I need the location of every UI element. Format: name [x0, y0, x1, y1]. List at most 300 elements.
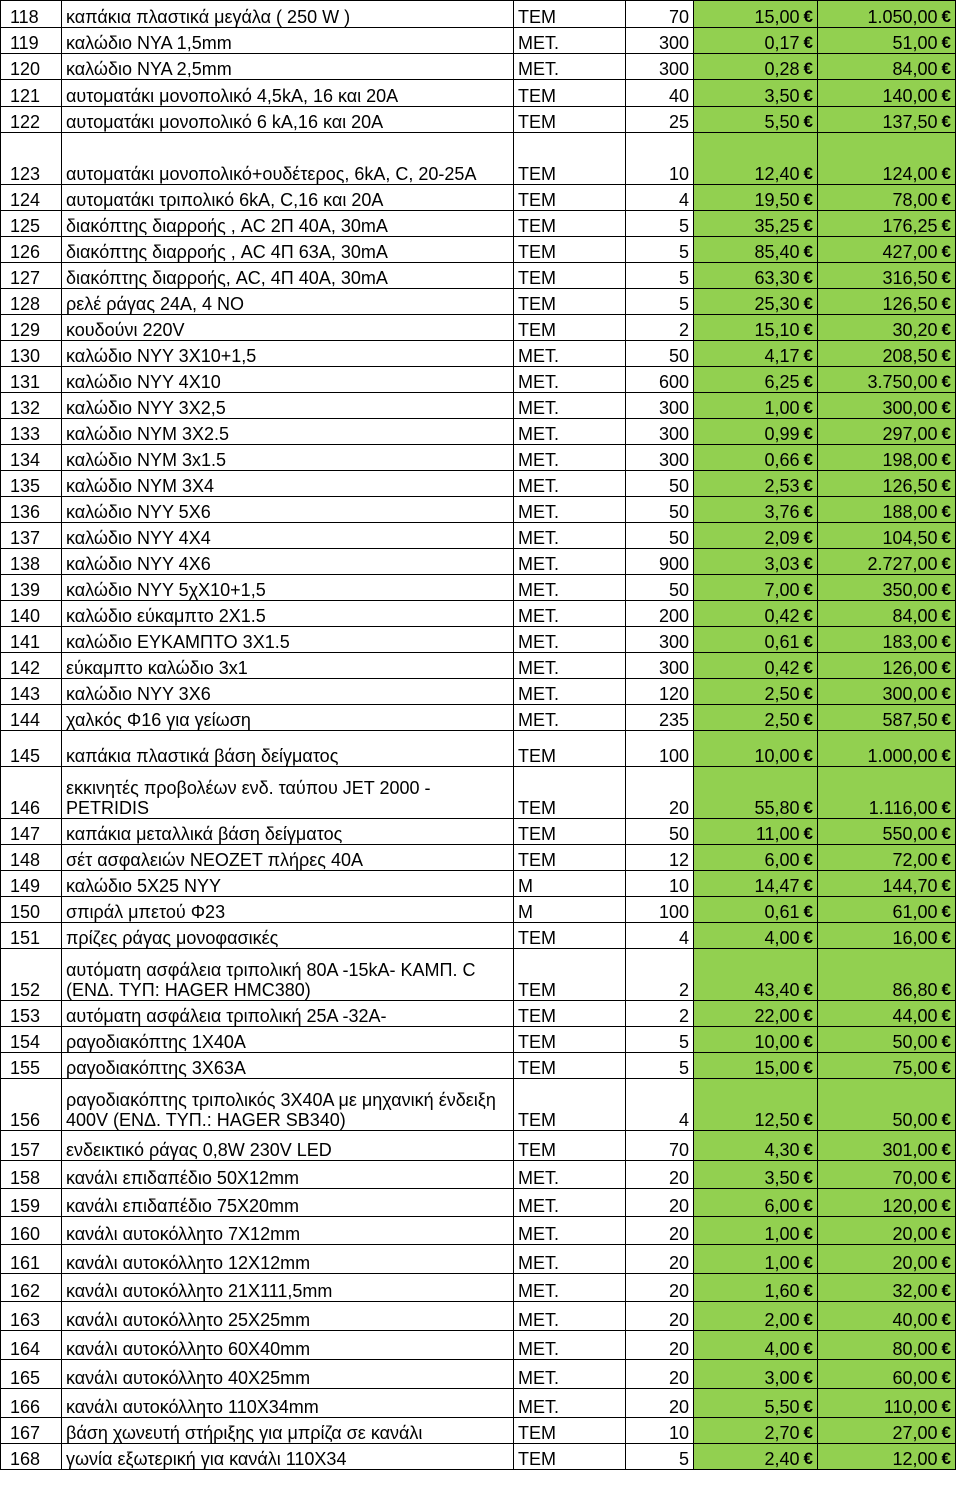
item-unit: ΜΕΤ.: [514, 1302, 626, 1331]
currency-symbol: €: [941, 242, 951, 261]
item-unit: ΤΕΜ: [514, 1131, 626, 1161]
currency-symbol: €: [941, 850, 951, 869]
unit-price-value: 2,50: [764, 684, 800, 704]
item-description: καλώδιο εύκαμπτο 2Χ1.5: [62, 601, 514, 627]
currency-symbol: €: [941, 190, 951, 209]
item-unit: ΤΕΜ: [514, 1, 626, 28]
item-unit: ΜΕΤ.: [514, 393, 626, 419]
item-description: καλώδιο ΝΥΜ 3Χ2.5: [62, 419, 514, 445]
currency-symbol: €: [803, 112, 813, 131]
currency-symbol: €: [941, 1281, 951, 1300]
item-quantity: 70: [626, 1131, 694, 1161]
unit-price-value: 2,40: [764, 1449, 800, 1469]
currency-symbol: €: [803, 1168, 813, 1187]
table-row: [1, 845, 956, 871]
table-row: [1, 471, 956, 497]
item-number: 151: [1, 923, 62, 949]
item-quantity: 20: [626, 1245, 694, 1274]
unit-price-value: 15,10: [754, 320, 800, 340]
item-description: καλώδιο ΕΥΚΑΜΠΤΟ 3Χ1.5: [62, 627, 514, 653]
line-total-value: 30,20: [892, 320, 938, 340]
item-description: εκκινητές προβολέων ενδ. ταύπου JET 2000 -PETRIDIS: [62, 767, 514, 819]
item-quantity: 2: [626, 1001, 694, 1027]
item-number: 129: [1, 315, 62, 341]
item-description: κανάλι αυτοκόλλητο 21Χ111,5mm: [62, 1274, 514, 1302]
item-quantity: 5: [626, 1027, 694, 1053]
table-row: [1, 767, 956, 819]
item-unit: ΜΕΤ.: [514, 471, 626, 497]
item-quantity: 50: [626, 575, 694, 601]
table-row: [1, 1444, 956, 1470]
table-row: [1, 679, 956, 705]
unit-price-value: 0,99: [764, 424, 800, 444]
currency-symbol: €: [803, 876, 813, 895]
line-total: [818, 1360, 956, 1389]
line-total: [818, 897, 956, 923]
unit-price: [694, 949, 818, 1001]
currency-symbol: €: [941, 294, 951, 313]
unit-price: [694, 54, 818, 80]
unit-price: [694, 1389, 818, 1418]
unit-price-value: 4,17: [764, 346, 800, 366]
unit-price: [694, 419, 818, 445]
item-quantity: 10: [626, 1418, 694, 1444]
line-total: [818, 367, 956, 393]
item-number: 140: [1, 601, 62, 627]
unit-price-value: 15,00: [754, 1058, 800, 1078]
currency-symbol: €: [941, 320, 951, 339]
table-row: [1, 1245, 956, 1274]
item-quantity: 5: [626, 1053, 694, 1079]
line-total-value: 198,00: [882, 450, 938, 470]
line-total: [818, 1418, 956, 1444]
currency-symbol: €: [941, 1368, 951, 1387]
currency-symbol: €: [803, 450, 813, 469]
item-description: καλώδιο ΝΥΥ 4Χ6: [62, 549, 514, 575]
item-description: γωνία εξωτερική για κανάλι 110Χ34: [62, 1444, 514, 1470]
currency-symbol: €: [941, 1140, 951, 1159]
item-unit: ΤΕΜ: [514, 949, 626, 1001]
item-quantity: 20: [626, 767, 694, 819]
item-unit: ΜΕΤ.: [514, 367, 626, 393]
currency-symbol: €: [803, 268, 813, 287]
item-number: 147: [1, 819, 62, 845]
item-quantity: 900: [626, 549, 694, 575]
currency-symbol: €: [803, 824, 813, 843]
currency-symbol: €: [803, 59, 813, 78]
item-number: 141: [1, 627, 62, 653]
currency-symbol: €: [941, 1110, 951, 1129]
table-row: [1, 1161, 956, 1189]
currency-symbol: €: [803, 632, 813, 651]
line-total-value: 1.116,00: [868, 798, 938, 818]
currency-symbol: €: [941, 1058, 951, 1077]
item-description: καπάκια μεταλλικά βάση δείγματος: [62, 819, 514, 845]
line-total: [818, 1274, 956, 1302]
line-total-value: 587,50: [882, 710, 938, 730]
item-number: 167: [1, 1418, 62, 1444]
table-row: [1, 897, 956, 923]
currency-symbol: €: [803, 190, 813, 209]
table-row: [1, 523, 956, 549]
currency-symbol: €: [941, 476, 951, 495]
currency-symbol: €: [803, 242, 813, 261]
item-quantity: 120: [626, 679, 694, 705]
line-total-value: 427,00: [882, 242, 938, 262]
item-quantity: 5: [626, 289, 694, 315]
item-unit: ΤΕΜ: [514, 923, 626, 949]
line-total: [818, 923, 956, 949]
item-description: ρελέ ράγας 24Α, 4 ΝΟ: [62, 289, 514, 315]
unit-price-value: 14,47: [754, 876, 800, 896]
line-total: [818, 627, 956, 653]
table-row: [1, 107, 956, 133]
item-description: αυτόματη ασφάλεια τριπολική 25Α -32Α-: [62, 1001, 514, 1027]
unit-price-value: 2,53: [764, 476, 800, 496]
line-total-value: 316,50: [882, 268, 938, 288]
unit-price: [694, 1161, 818, 1189]
item-number: 134: [1, 445, 62, 471]
item-description: κουδούνι 220V: [62, 315, 514, 341]
item-quantity: 600: [626, 367, 694, 393]
line-total-value: 75,00: [892, 1058, 938, 1078]
item-number: 122: [1, 107, 62, 133]
table-row: [1, 871, 956, 897]
currency-symbol: €: [941, 632, 951, 651]
table-row: [1, 1, 956, 28]
item-number: 121: [1, 80, 62, 107]
table-row: [1, 1079, 956, 1131]
item-unit: ΤΕΜ: [514, 107, 626, 133]
currency-symbol: €: [941, 424, 951, 443]
line-total: [818, 1001, 956, 1027]
item-quantity: 4: [626, 1079, 694, 1131]
item-number: 163: [1, 1302, 62, 1331]
currency-symbol: €: [941, 268, 951, 287]
item-description: διακόπτης διαρροής , AC 2Π 40Α, 30mA: [62, 211, 514, 237]
item-description: κανάλι αυτοκόλλητο 7Χ12mm: [62, 1217, 514, 1245]
item-description: κανάλι αυτοκόλλητο 12Χ12mm: [62, 1245, 514, 1274]
currency-symbol: €: [803, 746, 813, 765]
currency-symbol: €: [803, 398, 813, 417]
line-total-value: 50,00: [892, 1110, 938, 1130]
item-unit: ΜΕΤ.: [514, 575, 626, 601]
item-number: 130: [1, 341, 62, 367]
line-total: [818, 1389, 956, 1418]
line-total: [818, 445, 956, 471]
item-quantity: 200: [626, 601, 694, 627]
unit-price: [694, 1217, 818, 1245]
item-quantity: 300: [626, 28, 694, 54]
line-total-value: 20,00: [892, 1253, 938, 1273]
line-total: [818, 845, 956, 871]
currency-symbol: €: [941, 216, 951, 235]
unit-price-value: 19,50: [754, 190, 800, 210]
table-row: [1, 1331, 956, 1360]
item-unit: ΤΕΜ: [514, 185, 626, 211]
line-total: [818, 54, 956, 80]
item-quantity: 2: [626, 315, 694, 341]
currency-symbol: €: [941, 59, 951, 78]
line-total-value: 126,00: [882, 658, 938, 678]
line-total-value: 137,50: [882, 112, 938, 132]
currency-symbol: €: [803, 1140, 813, 1159]
unit-price-value: 3,50: [764, 86, 800, 106]
unit-price-value: 1,00: [764, 398, 800, 418]
item-unit: ΜΕΤ.: [514, 419, 626, 445]
item-number: 120: [1, 54, 62, 80]
currency-symbol: €: [941, 928, 951, 947]
currency-symbol: €: [941, 798, 951, 817]
unit-price-value: 3,03: [764, 554, 800, 574]
line-total: [818, 133, 956, 185]
unit-price: [694, 653, 818, 679]
currency-symbol: €: [941, 1397, 951, 1416]
unit-price: [694, 627, 818, 653]
currency-symbol: €: [941, 1032, 951, 1051]
line-total-value: 61,00: [892, 902, 938, 922]
item-number: 142: [1, 653, 62, 679]
unit-price: [694, 1001, 818, 1027]
unit-price: [694, 575, 818, 601]
line-total: [818, 80, 956, 107]
item-description: καλώδιο ΝΥΥ 4Χ4: [62, 523, 514, 549]
currency-symbol: €: [803, 502, 813, 521]
table-row: [1, 705, 956, 731]
table-row: [1, 1131, 956, 1161]
line-total: [818, 1245, 956, 1274]
item-unit: Μ: [514, 897, 626, 923]
unit-price-value: 2,70: [764, 1423, 800, 1443]
item-number: 124: [1, 185, 62, 211]
item-description: καλώδιο 5Χ25 ΝΥΥ: [62, 871, 514, 897]
item-number: 159: [1, 1189, 62, 1217]
line-total: [818, 1, 956, 28]
unit-price-value: 6,00: [764, 1196, 800, 1216]
unit-price: [694, 1189, 818, 1217]
unit-price-value: 4,30: [764, 1140, 800, 1160]
line-total-value: 3.750,00: [867, 372, 938, 392]
item-quantity: 50: [626, 523, 694, 549]
currency-symbol: €: [941, 580, 951, 599]
table-row: [1, 1418, 956, 1444]
line-total-value: 140,00: [882, 86, 938, 106]
currency-symbol: €: [803, 164, 813, 183]
unit-price-value: 2,00: [764, 1310, 800, 1330]
unit-price-value: 0,61: [764, 902, 800, 922]
item-number: 154: [1, 1027, 62, 1053]
currency-symbol: €: [803, 1224, 813, 1243]
item-unit: ΤΕΜ: [514, 80, 626, 107]
item-unit: ΤΕΜ: [514, 1444, 626, 1470]
currency-symbol: €: [803, 658, 813, 677]
item-number: 152: [1, 949, 62, 1001]
item-description: κανάλι αυτοκόλλητο 40Χ25mm: [62, 1360, 514, 1389]
currency-symbol: €: [941, 710, 951, 729]
currency-symbol: €: [803, 1058, 813, 1077]
item-number: 157: [1, 1131, 62, 1161]
currency-symbol: €: [941, 1224, 951, 1243]
unit-price-value: 1,00: [764, 1253, 800, 1273]
currency-symbol: €: [803, 606, 813, 625]
line-total-value: 297,00: [882, 424, 938, 444]
currency-symbol: €: [941, 450, 951, 469]
unit-price-value: 15,00: [754, 7, 800, 27]
item-number: 118: [1, 1, 62, 28]
item-number: 123: [1, 133, 62, 185]
line-total-value: 104,50: [882, 528, 938, 548]
unit-price-value: 0,28: [764, 59, 800, 79]
item-number: 133: [1, 419, 62, 445]
item-quantity: 20: [626, 1389, 694, 1418]
line-total-value: 188,00: [882, 502, 938, 522]
line-total-value: 208,50: [882, 346, 938, 366]
table-row: [1, 1027, 956, 1053]
line-total: [818, 497, 956, 523]
currency-symbol: €: [803, 1196, 813, 1215]
unit-price-value: 43,40: [754, 980, 800, 1000]
currency-symbol: €: [803, 1339, 813, 1358]
table-row: [1, 949, 956, 1001]
item-description: πρίζες ράγας μονοφασικές: [62, 923, 514, 949]
currency-symbol: €: [941, 1449, 951, 1468]
line-total: [818, 601, 956, 627]
item-unit: ΜΕΤ.: [514, 28, 626, 54]
item-description: κανάλι επιδαπέδιο 50Χ12mm: [62, 1161, 514, 1189]
line-total: [818, 211, 956, 237]
line-total-value: 124,00: [882, 164, 938, 184]
table-row: [1, 1389, 956, 1418]
line-total: [818, 871, 956, 897]
unit-price: [694, 185, 818, 211]
unit-price-value: 2,50: [764, 710, 800, 730]
unit-price: [694, 819, 818, 845]
unit-price: [694, 471, 818, 497]
item-description: σέτ ασφαλειών ΝΕΟΖΕΤ πλήρες 40Α: [62, 845, 514, 871]
table-row: [1, 819, 956, 845]
unit-price: [694, 263, 818, 289]
item-number: 145: [1, 731, 62, 767]
line-total: [818, 107, 956, 133]
item-quantity: 40: [626, 80, 694, 107]
item-quantity: 4: [626, 923, 694, 949]
item-number: 139: [1, 575, 62, 601]
line-total-value: 60,00: [892, 1368, 938, 1388]
currency-symbol: €: [803, 1423, 813, 1442]
line-total: [818, 237, 956, 263]
line-total: [818, 263, 956, 289]
currency-symbol: €: [941, 398, 951, 417]
table-row: [1, 237, 956, 263]
item-description: κανάλι αυτοκόλλητο 60Χ40mm: [62, 1331, 514, 1360]
item-description: κανάλι επιδαπέδιο 75Χ20mm: [62, 1189, 514, 1217]
item-description: διακόπτης διαρροής , AC 4Π 63Α, 30mA: [62, 237, 514, 263]
item-description: καλώδιο ΝΥΥ 3Χ6: [62, 679, 514, 705]
item-number: 143: [1, 679, 62, 705]
item-quantity: 20: [626, 1217, 694, 1245]
currency-symbol: €: [941, 33, 951, 52]
item-description: καλώδιο ΝΥΜ 3x1.5: [62, 445, 514, 471]
table-row: [1, 601, 956, 627]
currency-symbol: €: [941, 658, 951, 677]
line-total-value: 44,00: [892, 1006, 938, 1026]
item-number: 153: [1, 1001, 62, 1027]
line-total: [818, 549, 956, 575]
line-total: [818, 1079, 956, 1131]
unit-price: [694, 1131, 818, 1161]
currency-symbol: €: [803, 1449, 813, 1468]
currency-symbol: €: [803, 1032, 813, 1051]
unit-price: [694, 523, 818, 549]
unit-price: [694, 341, 818, 367]
item-description: αυτόματη ασφάλεια τριπολική 80Α -15kA- ΚΑΜΠ. C (ΕΝΔ. ΤΥΠ: HAGER HMC380): [62, 949, 514, 1001]
unit-price-value: 5,50: [764, 1397, 800, 1417]
unit-price: [694, 1418, 818, 1444]
currency-symbol: €: [941, 1423, 951, 1442]
item-number: 148: [1, 845, 62, 871]
item-description: ενδεικτικό ράγας 0,8W 230V LED: [62, 1131, 514, 1161]
table-row: [1, 133, 956, 185]
line-total-value: 78,00: [892, 190, 938, 210]
line-total-value: 84,00: [892, 606, 938, 626]
unit-price-value: 63,30: [754, 268, 800, 288]
currency-symbol: €: [803, 1006, 813, 1025]
line-total: [818, 767, 956, 819]
item-unit: ΤΕΜ: [514, 731, 626, 767]
item-number: 165: [1, 1360, 62, 1389]
item-unit: ΤΕΜ: [514, 289, 626, 315]
line-total: [818, 1053, 956, 1079]
currency-symbol: €: [803, 216, 813, 235]
currency-symbol: €: [941, 554, 951, 573]
currency-symbol: €: [941, 980, 951, 999]
currency-symbol: €: [803, 850, 813, 869]
unit-price: [694, 897, 818, 923]
unit-price-value: 35,25: [754, 216, 800, 236]
item-description: καπάκια πλαστικά βάση δείγματος: [62, 731, 514, 767]
item-unit: ΜΕΤ.: [514, 1217, 626, 1245]
line-total: [818, 819, 956, 845]
item-quantity: 20: [626, 1274, 694, 1302]
item-description: καλώδιο ΝΥΥ 4Χ10: [62, 367, 514, 393]
currency-symbol: €: [941, 1310, 951, 1329]
currency-symbol: €: [803, 684, 813, 703]
currency-symbol: €: [803, 1310, 813, 1329]
table-body: [1, 1, 956, 1470]
currency-symbol: €: [803, 7, 813, 26]
line-total: [818, 393, 956, 419]
item-unit: ΜΕΤ.: [514, 54, 626, 80]
line-total: [818, 731, 956, 767]
item-number: 131: [1, 367, 62, 393]
currency-symbol: €: [803, 294, 813, 313]
item-description: καλώδιο ΝΥΜ 3Χ4: [62, 471, 514, 497]
table-row: [1, 575, 956, 601]
item-number: 158: [1, 1161, 62, 1189]
table-row: [1, 731, 956, 767]
currency-symbol: €: [941, 164, 951, 183]
line-total-value: 2.727,00: [867, 554, 938, 574]
currency-symbol: €: [941, 824, 951, 843]
table-row: [1, 923, 956, 949]
item-description: καλώδιο ΝΥΥ 3Χ2,5: [62, 393, 514, 419]
line-total-value: 70,00: [892, 1168, 938, 1188]
currency-symbol: €: [941, 902, 951, 921]
item-quantity: 5: [626, 1444, 694, 1470]
unit-price-value: 6,00: [764, 850, 800, 870]
currency-symbol: €: [803, 798, 813, 817]
currency-symbol: €: [803, 554, 813, 573]
